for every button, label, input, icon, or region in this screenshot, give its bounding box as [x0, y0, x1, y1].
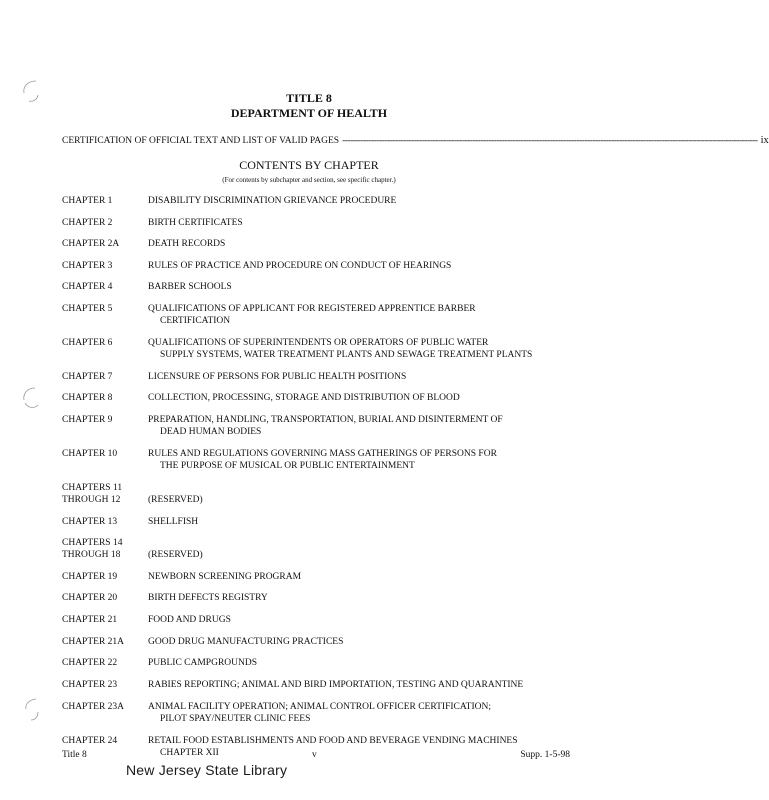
chapter-label-line: THROUGH 12 [62, 495, 121, 505]
chapter-label [62, 217, 146, 229]
chapter-label [62, 448, 146, 460]
chapter-title [148, 494, 588, 506]
chapter-title-line: QUALIFICATIONS OF SUPERINTENDENTS OR OPERATORS OF PUBLIC WATER [148, 338, 489, 348]
chapter-label-line: CHAPTER 21 [62, 615, 118, 625]
chapter-label-line: CHAPTERS 11 [62, 483, 123, 493]
chapter-label [62, 516, 146, 528]
chapter-label-line: CHAPTER 23 [62, 680, 118, 690]
chapter-label [62, 592, 146, 604]
chapter-title-line: DEAD HUMAN BODIES [160, 427, 262, 437]
chapter-title [148, 195, 588, 207]
footer-title: Title 8 [62, 750, 87, 760]
chapter-label [62, 281, 146, 293]
chapter-title [148, 260, 588, 272]
chapter-label-line: CHAPTER 10 [62, 449, 118, 459]
chapter-label-line: CHAPTER 2 [62, 218, 113, 228]
chapter-label [62, 195, 146, 207]
chapter-label-line: THROUGH 18 [62, 550, 121, 560]
chapter-title [148, 371, 588, 383]
chapter-label-line: CHAPTER 3 [62, 261, 113, 271]
punch-hole-mark-bottom [22, 696, 44, 722]
chapter-label [62, 337, 146, 349]
chapter-title-line: CERTIFICATION [160, 316, 231, 326]
chapter-title [148, 701, 588, 725]
chapter-label-line: CHAPTERS 14 [62, 538, 123, 548]
leader-dots: ------------------------------------------------------------------------------------------------------------------------------------------------------------ [342, 136, 758, 146]
chapter-title-line: SUPPLY SYSTEMS, WATER TREATMENT PLANTS AND SEWAGE TREATMENT PLANTS [160, 350, 533, 360]
chapter-label-line: CHAPTER 20 [62, 593, 118, 603]
chapter-label [62, 636, 146, 648]
chapter-title-line: RULES OF PRACTICE AND PROCEDURE ON CONDUCT OF HEARINGS [148, 261, 452, 271]
chapter-label [62, 571, 146, 583]
chapter-label [62, 614, 146, 626]
chapter-label-line: CHAPTER 21A [62, 637, 125, 647]
chapter-label [62, 260, 146, 272]
chapter-label [62, 537, 146, 561]
chapter-label-line: CHAPTER 2A [62, 239, 120, 249]
department-name: DEPARTMENT OF HEALTH [230, 106, 388, 120]
chapter-title [148, 516, 588, 528]
library-stamp: New Jersey State Library [126, 762, 288, 778]
chapter-title-line: ANIMAL FACILITY OPERATION; ANIMAL CONTROL OFFICER CERTIFICATION; [148, 702, 492, 712]
certification-page-number: ix [760, 135, 769, 146]
chapter-title [148, 549, 588, 561]
chapter-title-line: (RESERVED) [148, 550, 203, 560]
chapter-title [148, 217, 588, 229]
chapter-title [148, 281, 588, 293]
chapter-title-line: COLLECTION, PROCESSING, STORAGE AND DISTRIBUTION OF BLOOD [148, 393, 460, 403]
chapter-title-line: DEATH RECORDS [148, 239, 226, 249]
chapter-title [148, 614, 588, 626]
chapter-title-line: BARBER SCHOOLS [148, 282, 232, 292]
chapter-title [148, 238, 588, 250]
certification-text: CERTIFICATION OF OFFICIAL TEXT AND LIST OF VALID PAGES [62, 136, 340, 146]
chapter-title-line: BIRTH CERTIFICATES [148, 218, 243, 228]
chapter-label [62, 679, 146, 691]
chapter-label [62, 371, 146, 383]
chapter-label-line: CHAPTER 4 [62, 282, 113, 292]
chapter-label-line: CHAPTER 7 [62, 372, 113, 382]
title-number: TITLE 8 [286, 91, 332, 105]
certification-line [62, 135, 769, 146]
chapter-label-line: CHAPTER 1 [62, 196, 113, 206]
chapter-title [148, 448, 588, 472]
chapter-label [62, 701, 146, 713]
chapter-title-line: FOOD AND DRUGS [148, 615, 231, 625]
chapter-title [148, 392, 588, 404]
footer-page-number: v [312, 750, 317, 760]
chapter-label-line: CHAPTER 22 [62, 658, 118, 668]
chapter-title-line: SHELLFISH [148, 517, 199, 527]
chapter-title-line: DISABILITY DISCRIMINATION GRIEVANCE PROCEDURE [148, 196, 397, 206]
chapter-label-line: CHAPTER 5 [62, 304, 113, 314]
chapter-title-line: THE PURPOSE OF MUSICAL OR PUBLIC ENTERTAINMENT [160, 461, 415, 471]
chapter-title-line: RETAIL FOOD ESTABLISHMENTS AND FOOD AND BEVERAGE VENDING MACHINES [148, 736, 518, 746]
chapter-label-line: CHAPTER 6 [62, 338, 113, 348]
chapter-title-line: CHAPTER XII [160, 748, 219, 758]
chapter-title-line: RULES AND REGULATIONS GOVERNING MASS GATHERINGS OF PERSONS FOR [148, 449, 497, 459]
chapter-title-line: RABIES REPORTING; ANIMAL AND BIRD IMPORTATION, TESTING AND QUARANTINE [148, 680, 524, 690]
chapter-label [62, 735, 146, 747]
chapter-title-line: LICENSURE OF PERSONS FOR PUBLIC HEALTH POSITIONS [148, 372, 407, 382]
chapter-title-line: PILOT SPAY/NEUTER CLINIC FEES [160, 714, 311, 724]
chapter-label-line: CHAPTER 24 [62, 736, 118, 746]
chapter-title-line: QUALIFICATIONS OF APPLICANT FOR REGISTERED APPRENTICE BARBER [148, 304, 476, 314]
chapter-label [62, 414, 146, 426]
chapter-title [148, 657, 588, 669]
chapter-title-line: GOOD DRUG MANUFACTURING PRACTICES [148, 637, 344, 647]
chapter-label [62, 482, 146, 506]
chapter-label [62, 303, 146, 315]
chapter-title-line: PREPARATION, HANDLING, TRANSPORTATION, BURIAL AND DISINTERMENT OF [148, 415, 503, 425]
chapter-label-line: CHAPTER 13 [62, 517, 118, 527]
chapter-title-line: BIRTH DEFECTS REGISTRY [148, 593, 268, 603]
chapter-title [148, 679, 588, 691]
chapter-title [148, 636, 588, 648]
chapter-title [148, 303, 588, 327]
punch-hole-mark-middle [20, 385, 42, 411]
chapter-label [62, 657, 146, 669]
chapter-title [148, 414, 588, 438]
chapter-title-line: NEWBORN SCREENING PROGRAM [148, 572, 302, 582]
contents-heading: CONTENTS BY CHAPTER [239, 158, 379, 172]
chapter-title-line: PUBLIC CAMPGROUNDS [148, 658, 258, 668]
chapter-title-line: (RESERVED) [148, 495, 203, 505]
contents-note: (For contents by subchapter and section, see specific chapter.) [222, 176, 396, 184]
chapter-label [62, 238, 146, 250]
chapter-label-line: CHAPTER 23A [62, 702, 125, 712]
chapter-label-line: CHAPTER 19 [62, 572, 118, 582]
chapter-label [62, 392, 146, 404]
chapter-label-line: CHAPTER 9 [62, 415, 113, 425]
chapter-title [148, 592, 588, 604]
footer-supplement-date: Supp. 1-5-98 [520, 750, 570, 760]
chapter-title [148, 337, 588, 361]
chapter-title [148, 571, 588, 583]
title-block [0, 91, 618, 121]
chapter-label-line: CHAPTER 8 [62, 393, 113, 403]
